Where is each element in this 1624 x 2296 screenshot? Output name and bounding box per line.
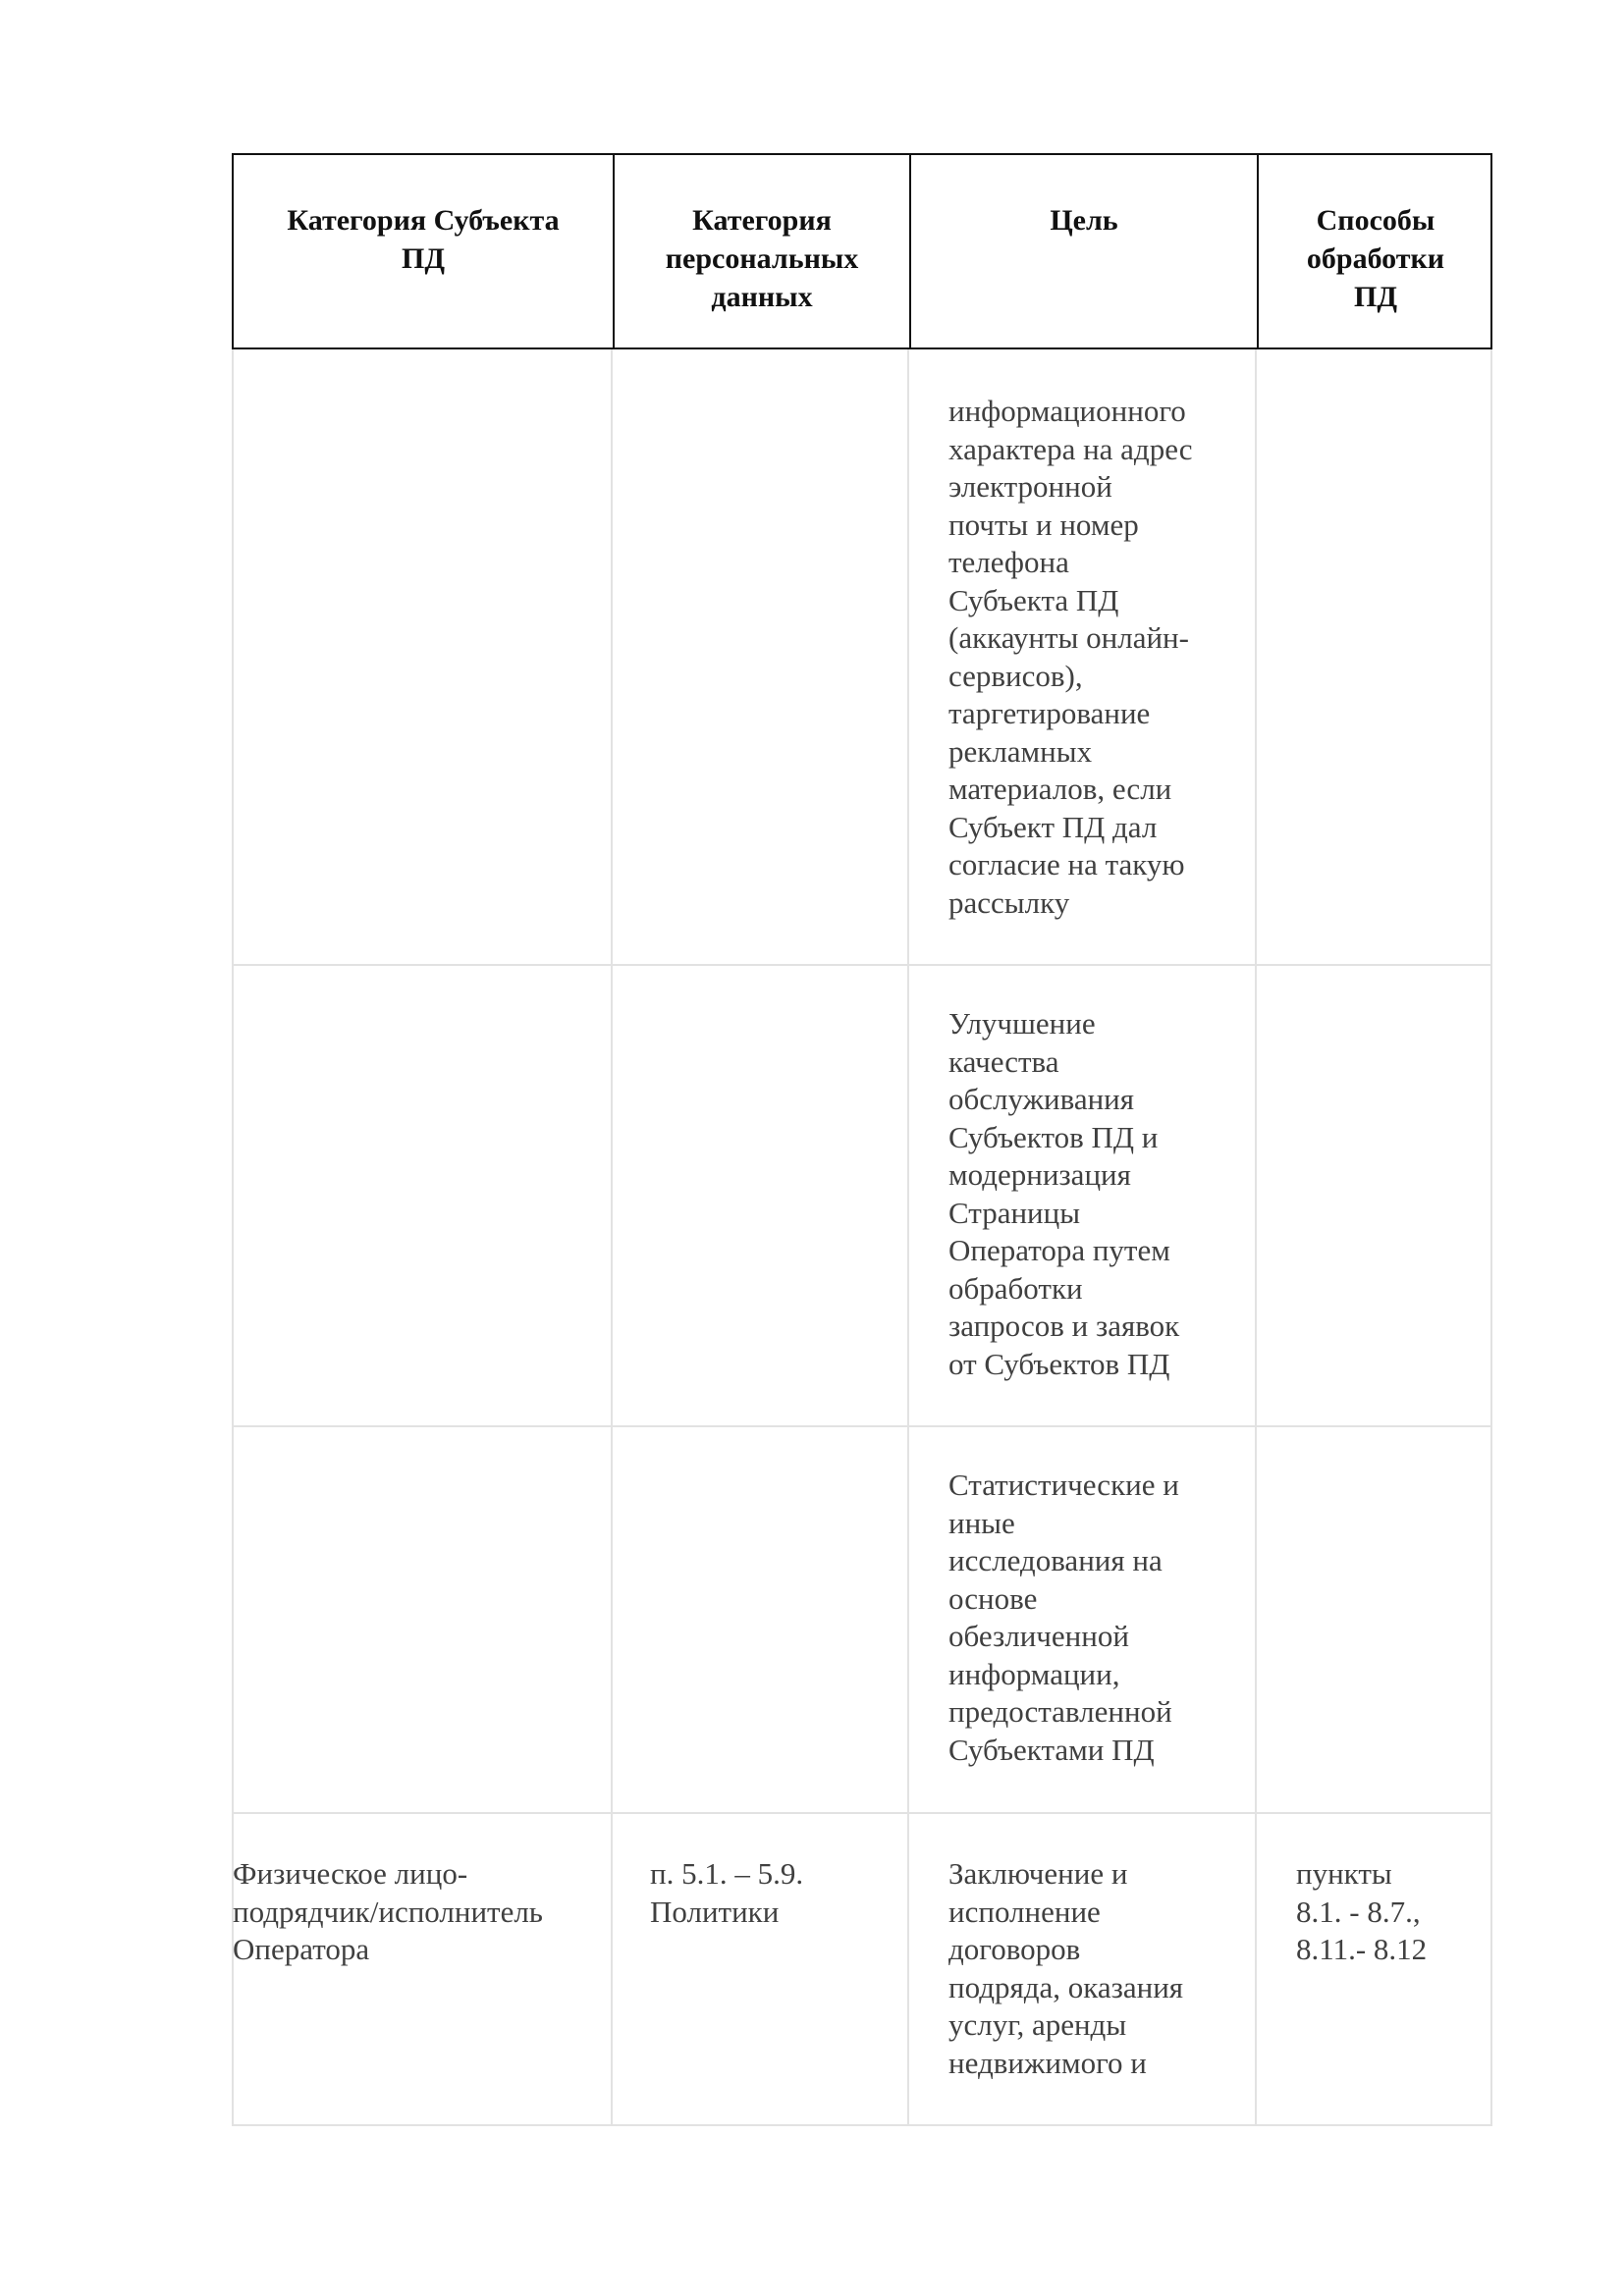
table-row-3-purpose: Статистические и иные исследования на основе обезличенной информации, предоставленной Субъектами ПД bbox=[948, 1468, 1179, 1767]
table-row-2-purpose: Улучшение качества обслуживания Субъектов ПД и модернизация Страницы Оператора путем обработки запросов и заявок от Субъектов ПД bbox=[948, 1006, 1180, 1381]
table-row-4-data-category: п. 5.1. – 5.9. Политики bbox=[650, 1856, 804, 1929]
table-row-1-purpose: информационного характера на адрес электронной почты и номер телефона Субъекта ПД (аккаунты онлайн- сервисов), таргетирование рекламных материалов, если Субъект ПД дал согласие на такую рассылку bbox=[948, 394, 1193, 920]
grid-line-v1 bbox=[611, 349, 613, 2126]
grid-line-h3 bbox=[232, 1812, 1492, 1814]
grid-line-h4 bbox=[232, 2124, 1492, 2126]
table-header bbox=[232, 153, 1492, 349]
grid-line-h1 bbox=[232, 964, 1492, 966]
grid-line-v2 bbox=[907, 349, 909, 2126]
header-processing-methods: Способы обработки ПД bbox=[1257, 155, 1492, 347]
table-row-4-methods: пункты 8.1. - 8.7., 8.11.- 8.12 bbox=[1296, 1856, 1428, 1966]
table-row-4-subject: Физическое лицо- подрядчик/исполнитель Оператора bbox=[233, 1856, 543, 1966]
table-row-4-purpose: Заключение и исполнение договоров подряда, оказания услуг, аренды недвижимого и bbox=[948, 1856, 1184, 2080]
header-subject-category: Категория Субъекта ПД bbox=[287, 204, 560, 275]
grid-line-v3 bbox=[1255, 349, 1257, 2126]
grid-line-h2 bbox=[232, 1425, 1492, 1427]
header-data-category: Категория персональных данных bbox=[613, 155, 909, 347]
header-purpose: Цель bbox=[909, 155, 1257, 347]
